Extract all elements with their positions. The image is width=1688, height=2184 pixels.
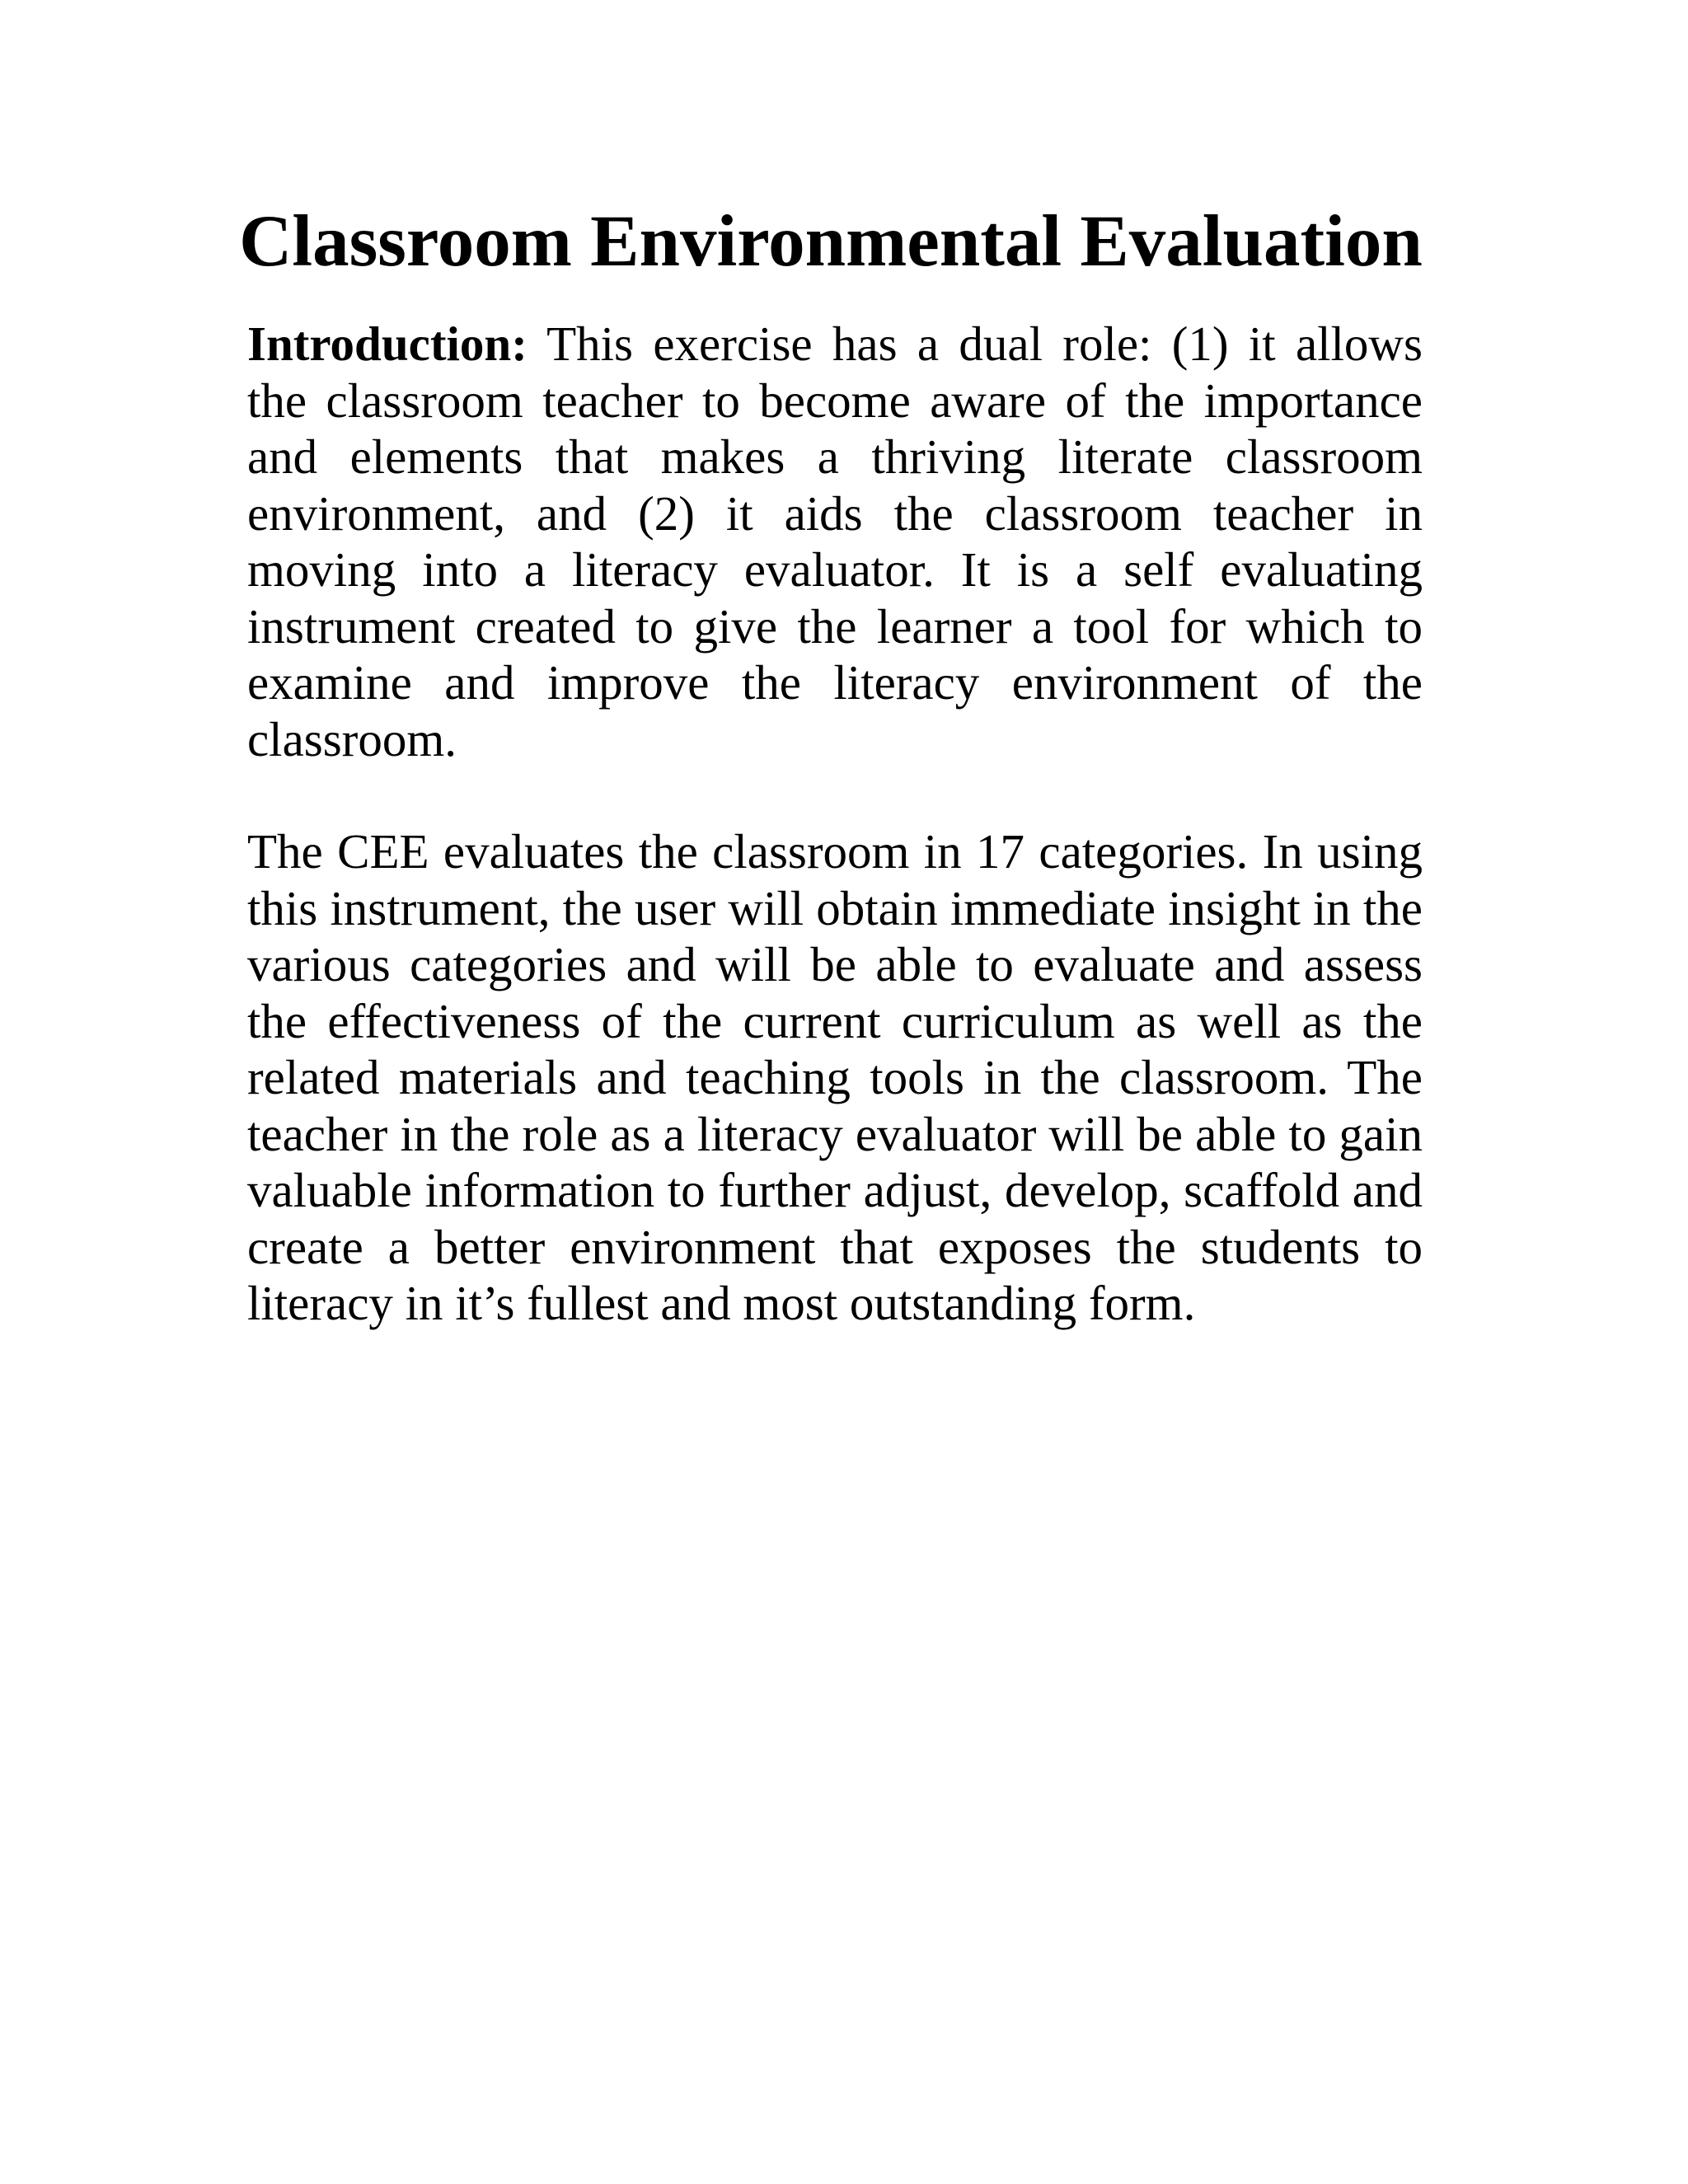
page-title: Classroom Environmental Evaluation (239, 201, 1423, 282)
introduction-paragraph (247, 316, 1423, 767)
introduction-text: This exercise has a dual role: (1) it allows the classroom teacher to become aware of the importance and elements that makes a thriving literate classroom environment, and (2) it aids the classroom teacher in moving into a literacy evaluator. It is a self evaluating instrument created to give the learner a tool for which to examine and improve the literacy environment of the classroom. (247, 316, 1423, 766)
cee-paragraph: The CEE evaluates the classroom in 17 categories. In using this instrument, the user will obtain immediate insight in the various categories and will be able to evaluate and assess the effectiveness of the current curriculum as well as the related materials and teaching tools in the classroom. The teacher in the role as a literacy evaluator will be able to gain valuable information to further adjust, develop, scaffold and create a better environment that exposes the students to literacy in it’s fullest and most outstanding form. (247, 824, 1423, 1330)
introduction-label: Introduction: (247, 316, 528, 371)
document-body (247, 316, 1423, 1332)
